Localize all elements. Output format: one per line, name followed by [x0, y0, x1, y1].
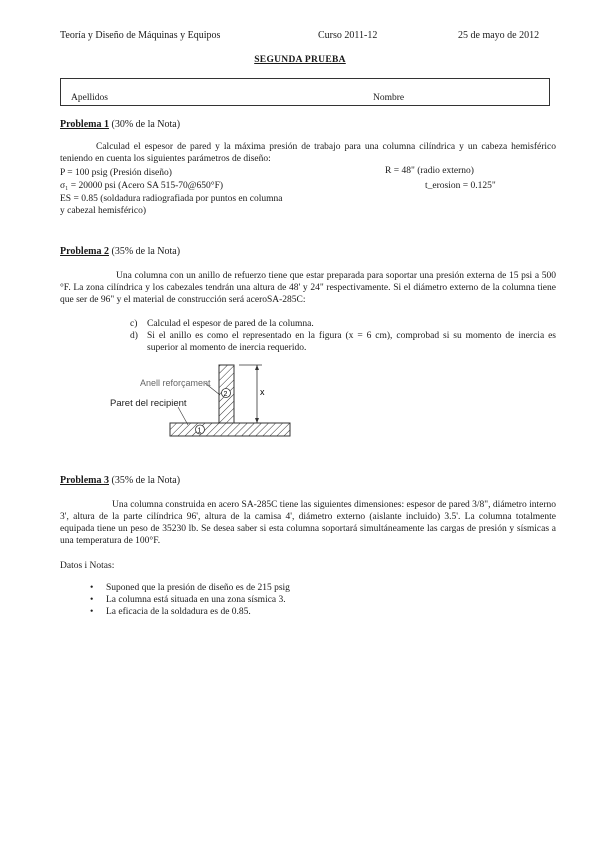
problem-2-heading	[60, 246, 180, 258]
name-label: Nombre	[373, 93, 405, 103]
dimension-x-label: x	[260, 387, 265, 397]
ring-figure	[110, 355, 310, 450]
bullet-2-text: La columna está situada en una zona sísmica 3.	[106, 595, 286, 605]
item-c-label: c)	[130, 319, 138, 329]
problem-1-statement: Calculad el espesor de pared y la máxima presión de trabajo para una columna cilíndrica y un cabeza hemisférico teniendo en cuenta los siguientes parámetros de diseño:	[60, 142, 556, 164]
problem-2-statement: Una columna con un anillo de refuerzo tiene que estar preparada para soportar una presión externa de 15 psi a 500 °F. La zona cilíndrica y los cabezales tendrán una altura de 48' y 24" respectivamente. Si el diámetro externo de la columna tiene que ser de 96" y el material de construcción será aceroSA-285C:	[60, 271, 556, 305]
problem-1-weight: (30% de la Nota)	[108, 119, 181, 130]
param-erosion-thickness: t_erosion = 0.125"	[425, 181, 496, 191]
marker-1-label: 1	[197, 427, 202, 435]
bullet-list-item: •	[90, 595, 94, 605]
marker-2-label: 2	[223, 391, 228, 398]
problem-3-weight: (35% de la Nota)	[108, 475, 181, 486]
param-weld-efficiency: ES = 0.85 (soldadura radiografiada por puntos en columna	[60, 194, 283, 204]
wall-label: Paret del recipient	[110, 398, 187, 409]
param-weld-efficiency-cont: y cabezal hemisférico)	[60, 206, 146, 216]
problem-1-heading	[60, 119, 180, 131]
data-notes-label: Datos i Notas:	[60, 561, 115, 571]
student-info-box	[60, 78, 550, 106]
item-d-label: d)	[130, 331, 138, 341]
surname-label: Apellidos	[71, 93, 108, 103]
problem-2-title: Problema 2	[60, 246, 109, 257]
wall-leader-line	[178, 407, 188, 425]
academic-year: Curso 2011-12	[318, 30, 378, 41]
problem-3-title: Problema 3	[60, 475, 109, 486]
problem-3-statement: Una columna construida en acero SA-285C tiene las siguientes dimensiones: espesor de pared 3/8", diámetro interno 3', altura de la parte cilíndrica 96', altura de la camisa 4', diámetro externo (aislante incluido) 3.5'. La columna totalmente equipada tiene un peso de 35230 lb. Se desea saber si esta columna soportará simultáneamente las cargas de presión y sísmicas a una temperatura de 100°F.	[60, 500, 556, 546]
course-name: Teoría y Diseño de Máquinas y Equipos	[60, 30, 221, 41]
exam-date: 25 de mayo de 2012	[458, 30, 540, 41]
ring-label: Anell reforçament	[140, 378, 211, 388]
bullet-list-item: •	[90, 607, 94, 617]
bullet-list-item: •	[90, 583, 94, 593]
item-c-text: Calculad el espesor de pared de la columna.	[147, 319, 314, 329]
param-pressure: P = 100 psig (Presión diseño)	[60, 168, 172, 178]
bullet-1-text: Suponed que la presión de diseño es de 215 psig	[106, 583, 290, 593]
param-sigma: σ₁ = 20000 psi (Acero SA 515-70@650°F)	[60, 181, 224, 191]
problem-3-heading	[60, 475, 180, 487]
item-d-text: Si el anillo es como el representado en la figura (x = 6 cm), comprobad si su momento de inercia es superior al momento de inercia requerido.	[147, 331, 556, 353]
exam-title: SEGUNDA PRUEBA	[254, 55, 346, 65]
param-radius: R = 48" (radio externo)	[385, 166, 474, 176]
problem-1-title: Problema 1	[60, 119, 109, 130]
problem-2-weight: (35% de la Nota)	[108, 246, 181, 257]
bullet-3-text: La eficacia de la soldadura es de 0.85.	[106, 607, 251, 617]
